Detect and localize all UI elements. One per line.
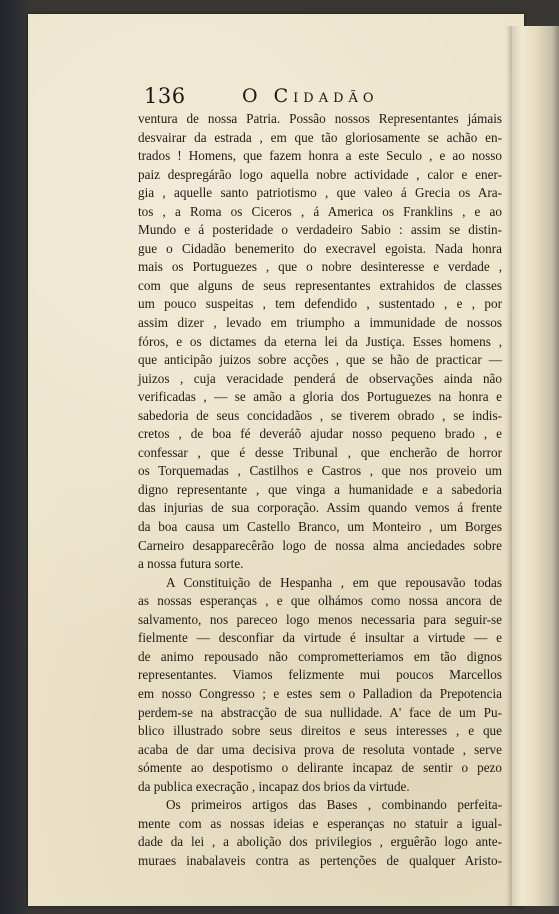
text-line: sabedoria de seus concidadãos , se tiverem obrado , se indis- xyxy=(138,407,502,423)
text-line: mente com as nossas ideias e esperanças no statuir a igual- xyxy=(138,815,502,831)
text-line: fóros, e os dictames da eterna lei da Justiça. Esses homens , xyxy=(138,333,502,349)
text-line: da publica execração , incapaz dos brios da virtude. xyxy=(138,778,410,794)
text-line: um pouco suspeitas , tem defendido , sustentado , e , por xyxy=(138,296,502,312)
text-line: em nosso Congresso ; e estes sem o Palladion da Prepotencia xyxy=(138,685,502,701)
text-line: de animo repousado não comprometteriamos em tão dignos xyxy=(138,648,502,664)
text-line: as nossas esperanças , e que olhámos como nossa ancora de xyxy=(138,593,502,609)
text-line: paiz despregárão logo aquella nobre actividade , calor e ener- xyxy=(138,166,502,182)
text-line: blico illustrado sobre seus direitos e seus interesses , e que xyxy=(138,723,502,739)
text-line: juizos , cuja veracidade penderá de observações ainda não xyxy=(138,370,502,386)
text-line: das injurias de sua corporação. Assim quando vemos á frente xyxy=(138,500,502,516)
text-line: verificadas , — se amão a gloria dos Portuguezes na honra e xyxy=(138,389,502,405)
text-line: digno representante , que vinga a humanidade e a sabedoria xyxy=(138,481,502,497)
text-line: gia , aquelle santo patriotismo , que valeo á Grecia os Ara- xyxy=(138,185,502,201)
text-line: os Torquemadas , Castilhos e Castros , que nos proveio um xyxy=(138,463,502,479)
text-line: perdem-se na abstracção de sua nullidade. A' face de um Pu- xyxy=(138,704,502,720)
text-line: a nossa futura sorte. xyxy=(138,556,244,572)
text-line: gue o Cidadão benemerito do execravel egoista. Nada honra xyxy=(138,240,502,256)
text-line: sómente ao despotismo o delirante incapaz de sentir o pezo xyxy=(138,760,502,776)
text-line: tos , a Roma os Ciceros , á America os Franklins , e ao xyxy=(138,203,502,219)
text-line: da boa causa um Castello Branco, um Monteiro , um Borges xyxy=(138,519,502,535)
text-line: muraes inabalaveis contra as pertenções de qualquer Aristo- xyxy=(138,852,502,868)
text-line: mais os Portuguezes , que o nobre desinteresse e verdade , xyxy=(138,259,502,275)
text-line: confessar , que é desse Tribunal , que encherão de horror xyxy=(138,444,502,460)
body-text xyxy=(138,110,502,870)
running-header xyxy=(144,84,504,110)
text-line: Carneiro desapparecêrão logo de nossa alma anciedades sobre xyxy=(138,537,502,553)
text-line: A Constituição de Hespanha , em que repousavão todas xyxy=(166,574,502,590)
text-line: desvairar da estrada , em que tão gloriosamente se achão en- xyxy=(138,129,502,145)
text-line: com que alguns de seus representantes extrahidos de classes xyxy=(138,277,502,293)
text-line: fielmente — desconfiar da virtude é insultar a virtude — e xyxy=(138,630,502,646)
text-line: trados ! Homens, que fazem honra a este Seculo , e ao nosso xyxy=(138,148,502,164)
text-line: Os primeiros artigos das Bases , combinando perfeita- xyxy=(166,797,502,813)
text-line: acaba de dar uma decisiva prova de resoluta vontade , serve xyxy=(138,741,502,757)
text-line: salvamento, nos pareceo logo menos necessaria para seguir-se xyxy=(138,611,502,627)
text-line: assim dizer , levado em triumpho a immunidade de nossos xyxy=(138,315,502,331)
page-number: 136 xyxy=(144,84,186,108)
text-line: dade da lei , a abolição dos privilegios , erguêrão logo ante- xyxy=(138,834,502,850)
text-line: Mundo e á posteridade o verdadeiro Sabio : assim se distin- xyxy=(138,222,502,238)
running-title: O Cidadão xyxy=(242,85,379,107)
text-line: cretos , de boa fé deveráõ ajudar nosso pequeno brado , e xyxy=(138,426,502,442)
text-line: que anticipão juizos sobre acções , que se hão de practicar — xyxy=(138,352,502,368)
book-fore-edge xyxy=(512,26,559,906)
text-line: representantes. Viamos felizmente mui poucos Marcellos xyxy=(138,667,502,683)
text-line: ventura de nossa Patria. Possão nossos Representantes jámais xyxy=(138,111,502,126)
